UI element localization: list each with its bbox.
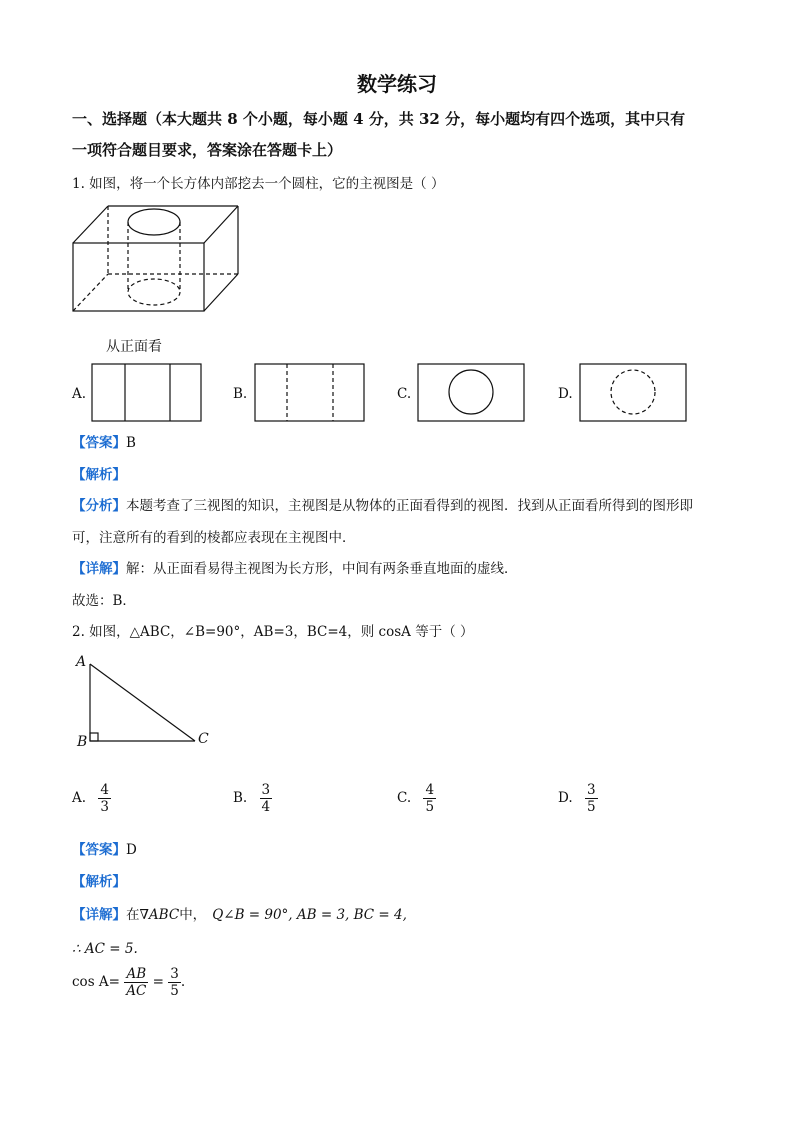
q2-cos-fraction-1 bbox=[124, 966, 148, 999]
q2-option-b-numerator: 3 bbox=[261, 782, 271, 798]
q2-answer-line bbox=[72, 838, 137, 858]
q2-option-a-fraction bbox=[98, 782, 111, 815]
page-title: 数学练习 bbox=[357, 72, 437, 96]
section-heading-line2: 一项符合题目要求，答案涂在答题卡上） bbox=[72, 141, 343, 159]
q2-detail-triangle: ∇ABC bbox=[139, 907, 180, 923]
q1-stem: 1. 如图，将一个长方体内部挖去一个圆柱，它的主视图是（ ） bbox=[72, 176, 445, 192]
q2-vertex-a-label: A bbox=[76, 654, 87, 670]
q2-option-b-letter: B. bbox=[233, 790, 248, 806]
q2-detail-tag: 【详解】 bbox=[72, 907, 126, 923]
q1-option-c-label: C. bbox=[397, 386, 412, 402]
q1-option-d-label: D. bbox=[558, 386, 573, 402]
q2-option-d-numerator: 3 bbox=[586, 782, 596, 798]
q2-cos-end: . bbox=[180, 974, 186, 990]
q2-cos-num2: 3 bbox=[170, 966, 179, 982]
q2-cos-num1: AB bbox=[126, 966, 147, 982]
q1-answer-value: B bbox=[126, 435, 136, 451]
q2-option-d-denominator: 5 bbox=[586, 799, 596, 815]
q2-option-a-letter: A. bbox=[72, 790, 87, 806]
q2-cos-equals: = bbox=[152, 974, 164, 990]
q1-fenxi-tag: 【分析】 bbox=[72, 498, 126, 514]
q2-analysis-tag: 【解析】 bbox=[72, 874, 126, 890]
q2-detail-mid: 中， bbox=[179, 907, 207, 923]
q2-answer-tag: 【答案】 bbox=[72, 842, 126, 858]
q2-option-a-denominator: 3 bbox=[100, 799, 109, 815]
q2-option-c-fraction bbox=[423, 782, 436, 815]
q2-detail-line bbox=[72, 903, 407, 923]
q1-detail-tag: 【详解】 bbox=[72, 561, 126, 577]
q2-cos-den1: AC bbox=[126, 983, 147, 999]
q1-fenxi-line2: 可，注意所有的看到的棱都应表现在主视图中． bbox=[72, 530, 356, 546]
q2-option-d bbox=[558, 782, 598, 815]
q2-detail-given: Q∠B = 90°, AB = 3, BC = 4, bbox=[212, 907, 407, 923]
q2-therefore-line: ∴ AC = 5. bbox=[72, 941, 138, 957]
q2-cos-den2: 5 bbox=[170, 983, 179, 999]
q2-option-a bbox=[72, 782, 111, 815]
q1-option-b-label: B. bbox=[233, 386, 248, 402]
q2-option-b bbox=[233, 782, 272, 815]
q1-view-label: 从正面看 bbox=[106, 339, 162, 355]
q2-stem: 2. 如图，△ABC，∠B=90°，AB=3，BC=4，则 cosA 等于（ ） bbox=[72, 624, 474, 640]
q1-answer-tag: 【答案】 bbox=[72, 435, 126, 451]
q2-cos-line bbox=[72, 966, 185, 999]
q1-option-a-label: A. bbox=[72, 386, 87, 402]
q1-fenxi-text1: 本题考查了三视图的知识，主视图是从物体的正面看得到的视图．找到从正面看所得到的图形即 bbox=[126, 498, 693, 514]
q2-detail-text: 在 bbox=[126, 907, 140, 923]
section-heading-line1: 一、选择题（本大题共 8 个小题，每小题 4 分，共 32 分，每小题均有四个选项，其中只有 bbox=[72, 110, 686, 128]
q2-option-a-numerator: 4 bbox=[100, 782, 109, 798]
q2-option-c-numerator: 4 bbox=[425, 782, 435, 798]
q2-cos-fraction-2 bbox=[168, 966, 181, 999]
q2-option-d-letter: D. bbox=[558, 790, 573, 806]
q2-option-b-denominator: 4 bbox=[261, 799, 271, 815]
q1-analysis-tag: 【解析】 bbox=[72, 467, 126, 483]
q2-option-d-fraction bbox=[585, 782, 598, 815]
q2-answer-value: D bbox=[126, 842, 137, 858]
q1-choose-line: 故选：B． bbox=[72, 593, 136, 609]
q1-detail-text: 解：从正面看易得主视图为长方形，中间有两条垂直地面的虚线． bbox=[126, 561, 518, 577]
q2-option-c-letter: C. bbox=[397, 790, 412, 806]
q2-vertex-b-label: B bbox=[77, 734, 88, 750]
q2-option-c bbox=[397, 782, 436, 815]
q2-option-c-denominator: 5 bbox=[425, 799, 435, 815]
q2-analysis-line bbox=[72, 870, 126, 890]
q2-cos-prefix: cos A= bbox=[72, 974, 120, 990]
q2-vertex-c-label: C bbox=[198, 731, 209, 747]
q2-option-b-fraction bbox=[260, 782, 273, 815]
